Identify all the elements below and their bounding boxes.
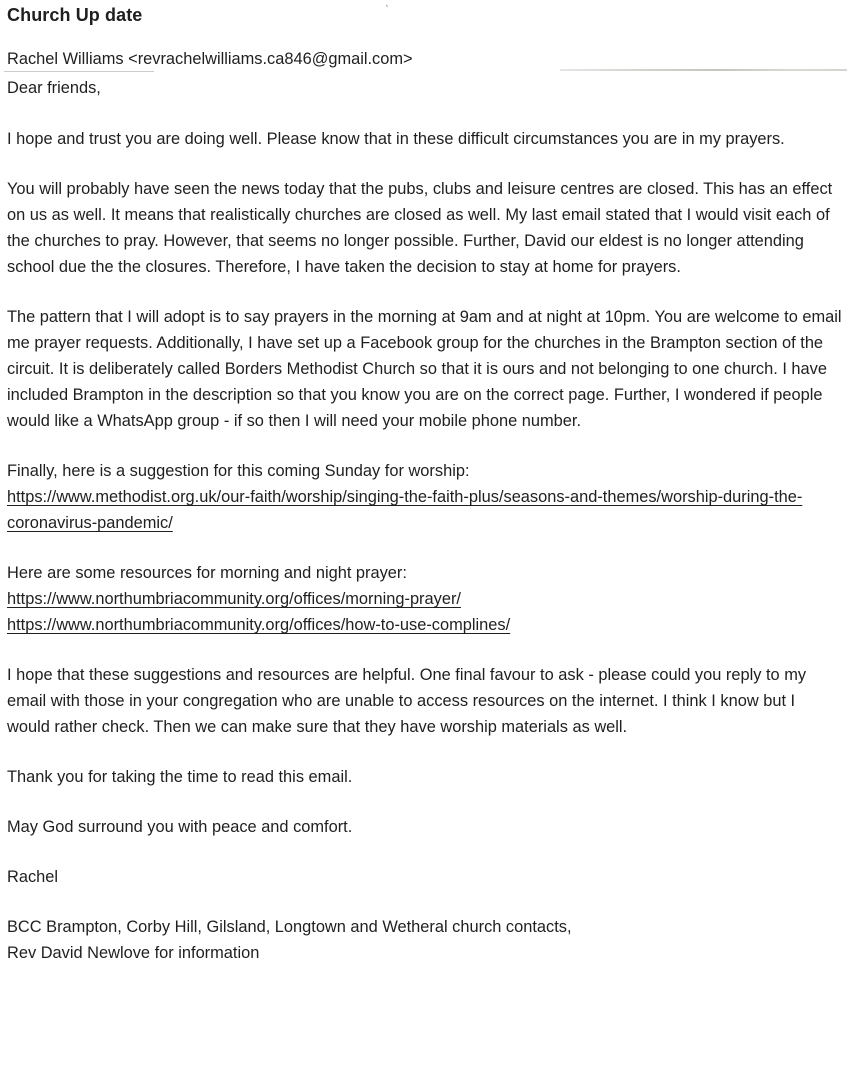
hyperlink[interactable]: https://www.northumbriacommunity.org/offices/how-to-use-complines/ bbox=[7, 616, 511, 634]
paragraph-line: The pattern that I will adopt is to say prayers in the morning at 9am and at night at 10pm. You are welcome to email me prayer requests. Additionally, I have set up a Facebook group for the churches in the Brampton section of the circuit. It is deliberately called Borders Methodist Church so that it is ours and not belonging to one church. I have included Brampton in the description so that you know you are on the correct page. Further, I wondered if people would like a WhatsApp group - if so then I will need your mobile phone number. bbox=[7, 308, 842, 430]
paragraph-line: I hope and trust you are doing well. Please know that in these difficult circumstances you are in my prayers. bbox=[7, 130, 785, 148]
email-paragraph bbox=[7, 560, 842, 638]
paragraph-line: May God surround you with peace and comfort. bbox=[7, 818, 353, 836]
email-paragraph bbox=[7, 458, 842, 536]
paragraph-line: I hope that these suggestions and resources are helpful. One final favour to ask - please could you reply to my email with those in your congregation who are unable to access resources on the internet. I think I know but I would rather check. Then we can make sure that they have worship materials as well. bbox=[7, 666, 807, 736]
scan-underline-artifact bbox=[4, 71, 154, 72]
paragraph-line: You will probably have seen the news today that the pubs, clubs and leisure centres are closed. This has an effect on us as well. It means that realistically churches are closed as well. My last email stated that I would visit each of the churches to pray. However, that seems no longer possible. Further, David our eldest is no longer attending school due the the closures. Therefore, I have taken the decision to stay at home for prayers. bbox=[7, 180, 833, 276]
email-subject: Church Up date bbox=[7, 5, 143, 25]
sender-name-and-address: Rachel Williams <revrachelwilliams.ca846@gmail.com> bbox=[7, 50, 413, 68]
email-paragraph bbox=[7, 814, 842, 840]
hyperlink[interactable]: https://www.northumbriacommunity.org/offices/morning-prayer/ bbox=[7, 590, 461, 608]
email-paragraph bbox=[7, 864, 842, 890]
email-body-blocks bbox=[7, 126, 842, 966]
email-paragraph bbox=[7, 304, 842, 434]
scan-streak-line bbox=[560, 69, 847, 71]
email-paragraph bbox=[7, 914, 842, 966]
paragraph-line: BCC Brampton, Corby Hill, Gilsland, Longtown and Wetheral church contacts, bbox=[7, 918, 572, 936]
scan-speck-mark: ‵ bbox=[384, 3, 389, 17]
hyperlink[interactable]: https://www.methodist.org.uk/our-faith/worship/singing-the-faith-plus/seasons-and-themes/worship-during-the-coronavirus-pandemic/ bbox=[7, 488, 803, 532]
email-paragraph bbox=[7, 126, 842, 152]
paragraph-line: Finally, here is a suggestion for this coming Sunday for worship: bbox=[7, 462, 470, 480]
email-paragraph bbox=[7, 662, 842, 740]
email-paragraph bbox=[7, 176, 842, 280]
paragraph-line: Rev David Newlove for information bbox=[7, 944, 260, 962]
email-greeting: Dear friends, bbox=[7, 79, 101, 97]
email-paragraph bbox=[7, 764, 842, 790]
paragraph-line: Here are some resources for morning and night prayer: bbox=[7, 564, 407, 582]
paragraph-line: Thank you for taking the time to read this email. bbox=[7, 768, 353, 786]
paragraph-line: Rachel bbox=[7, 868, 59, 886]
